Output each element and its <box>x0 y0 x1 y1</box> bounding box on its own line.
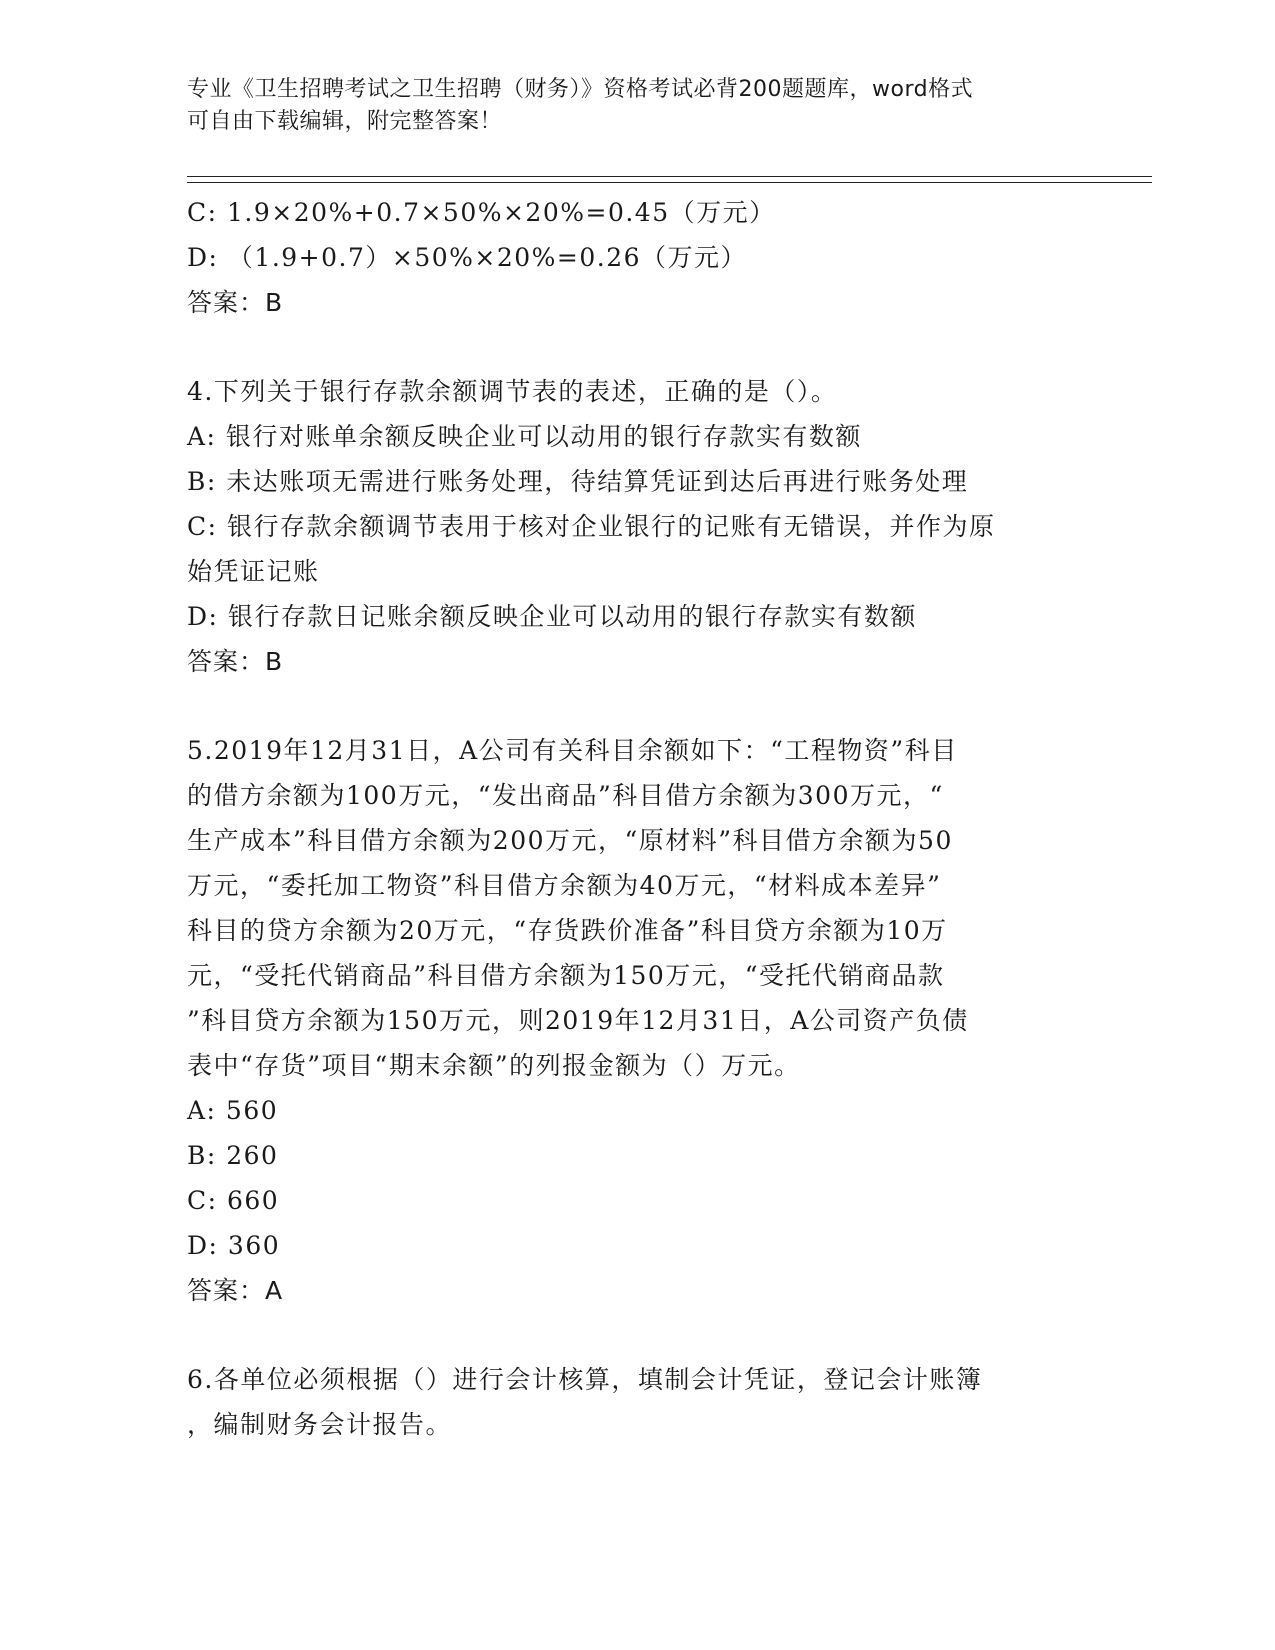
answer: 答案：B <box>187 647 284 676</box>
spacer <box>187 325 1087 369</box>
answer: 答案：A <box>187 1276 284 1305</box>
document-body <box>187 190 1087 1447</box>
question-stem-line: 万元，“委托加工物资”科目借方余额为40万元，“材料成本差异” <box>187 871 942 900</box>
option-d: D: 360 <box>187 1231 281 1260</box>
option-c: C: 660 <box>187 1186 280 1215</box>
header-divider <box>187 176 1152 183</box>
option-c-continued: 始凭证记账 <box>187 557 320 586</box>
option-c: C: 1.9×20%+0.7×50%×20%=0.45（万元） <box>187 198 776 227</box>
header-line-2: 可自由下载编辑，附完整答案！ <box>187 109 503 134</box>
option-d: D: （1.9+0.7）×50%×20%=0.26（万元） <box>187 243 748 272</box>
question-stem: 4.下列关于银行存款余额调节表的表述，正确的是（）。 <box>187 377 838 406</box>
option-a: A: 560 <box>187 1096 279 1125</box>
question-stem-line: ，编制财务会计报告。 <box>187 1410 453 1439</box>
question-stem-line: 生产成本”科目借方余额为200万元，“原材料”科目借方余额为50 <box>187 826 953 855</box>
question-4 <box>187 369 1087 684</box>
option-a: A: 银行对账单余额反映企业可以动用的银行存款实有数额 <box>187 422 862 451</box>
question-stem-line: 科目的贷方余额为20万元，“存货跌价准备”科目贷方余额为10万 <box>187 916 948 945</box>
header-line-1: 专业《卫生招聘考试之卫生招聘（财务）》资格考试必背200题题库，word格式 <box>187 77 974 102</box>
question-6 <box>187 1357 1087 1447</box>
option-d: D: 银行存款日记账余额反映企业可以动用的银行存款实有数额 <box>187 602 917 631</box>
question-stem-line: ”科目贷方余额为150万元，则2019年12月31日，A公司资产负债 <box>187 1006 969 1035</box>
spacer <box>187 684 1087 728</box>
page-header <box>187 74 1087 138</box>
question-stem-line: 元，“受托代销商品”科目借方余额为150万元，“受托代销商品款 <box>187 961 945 990</box>
question-stem-line: 5.2019年12月31日，A公司有关科目余额如下：“工程物资”科目 <box>187 736 958 765</box>
option-b: B: 260 <box>187 1141 279 1170</box>
question-stem-line: 的借方余额为100万元，“发出商品”科目借方余额为300万元，“ <box>187 781 944 810</box>
option-b: B: 未达账项无需进行账务处理，待结算凭证到达后再进行账务处理 <box>187 467 969 496</box>
question-stem-line: 6.各单位必须根据（）进行会计核算，填制会计凭证，登记会计账簿 <box>187 1365 983 1394</box>
spacer <box>187 1313 1087 1357</box>
question-stem-line: 表中“存货”项目“期末余额”的列报金额为（）万元。 <box>187 1051 801 1080</box>
option-c: C: 银行存款余额调节表用于核对企业银行的记账有无错误，并作为原 <box>187 512 996 541</box>
question-3-tail <box>187 190 1087 325</box>
question-5 <box>187 728 1087 1313</box>
answer: 答案：B <box>187 288 284 317</box>
